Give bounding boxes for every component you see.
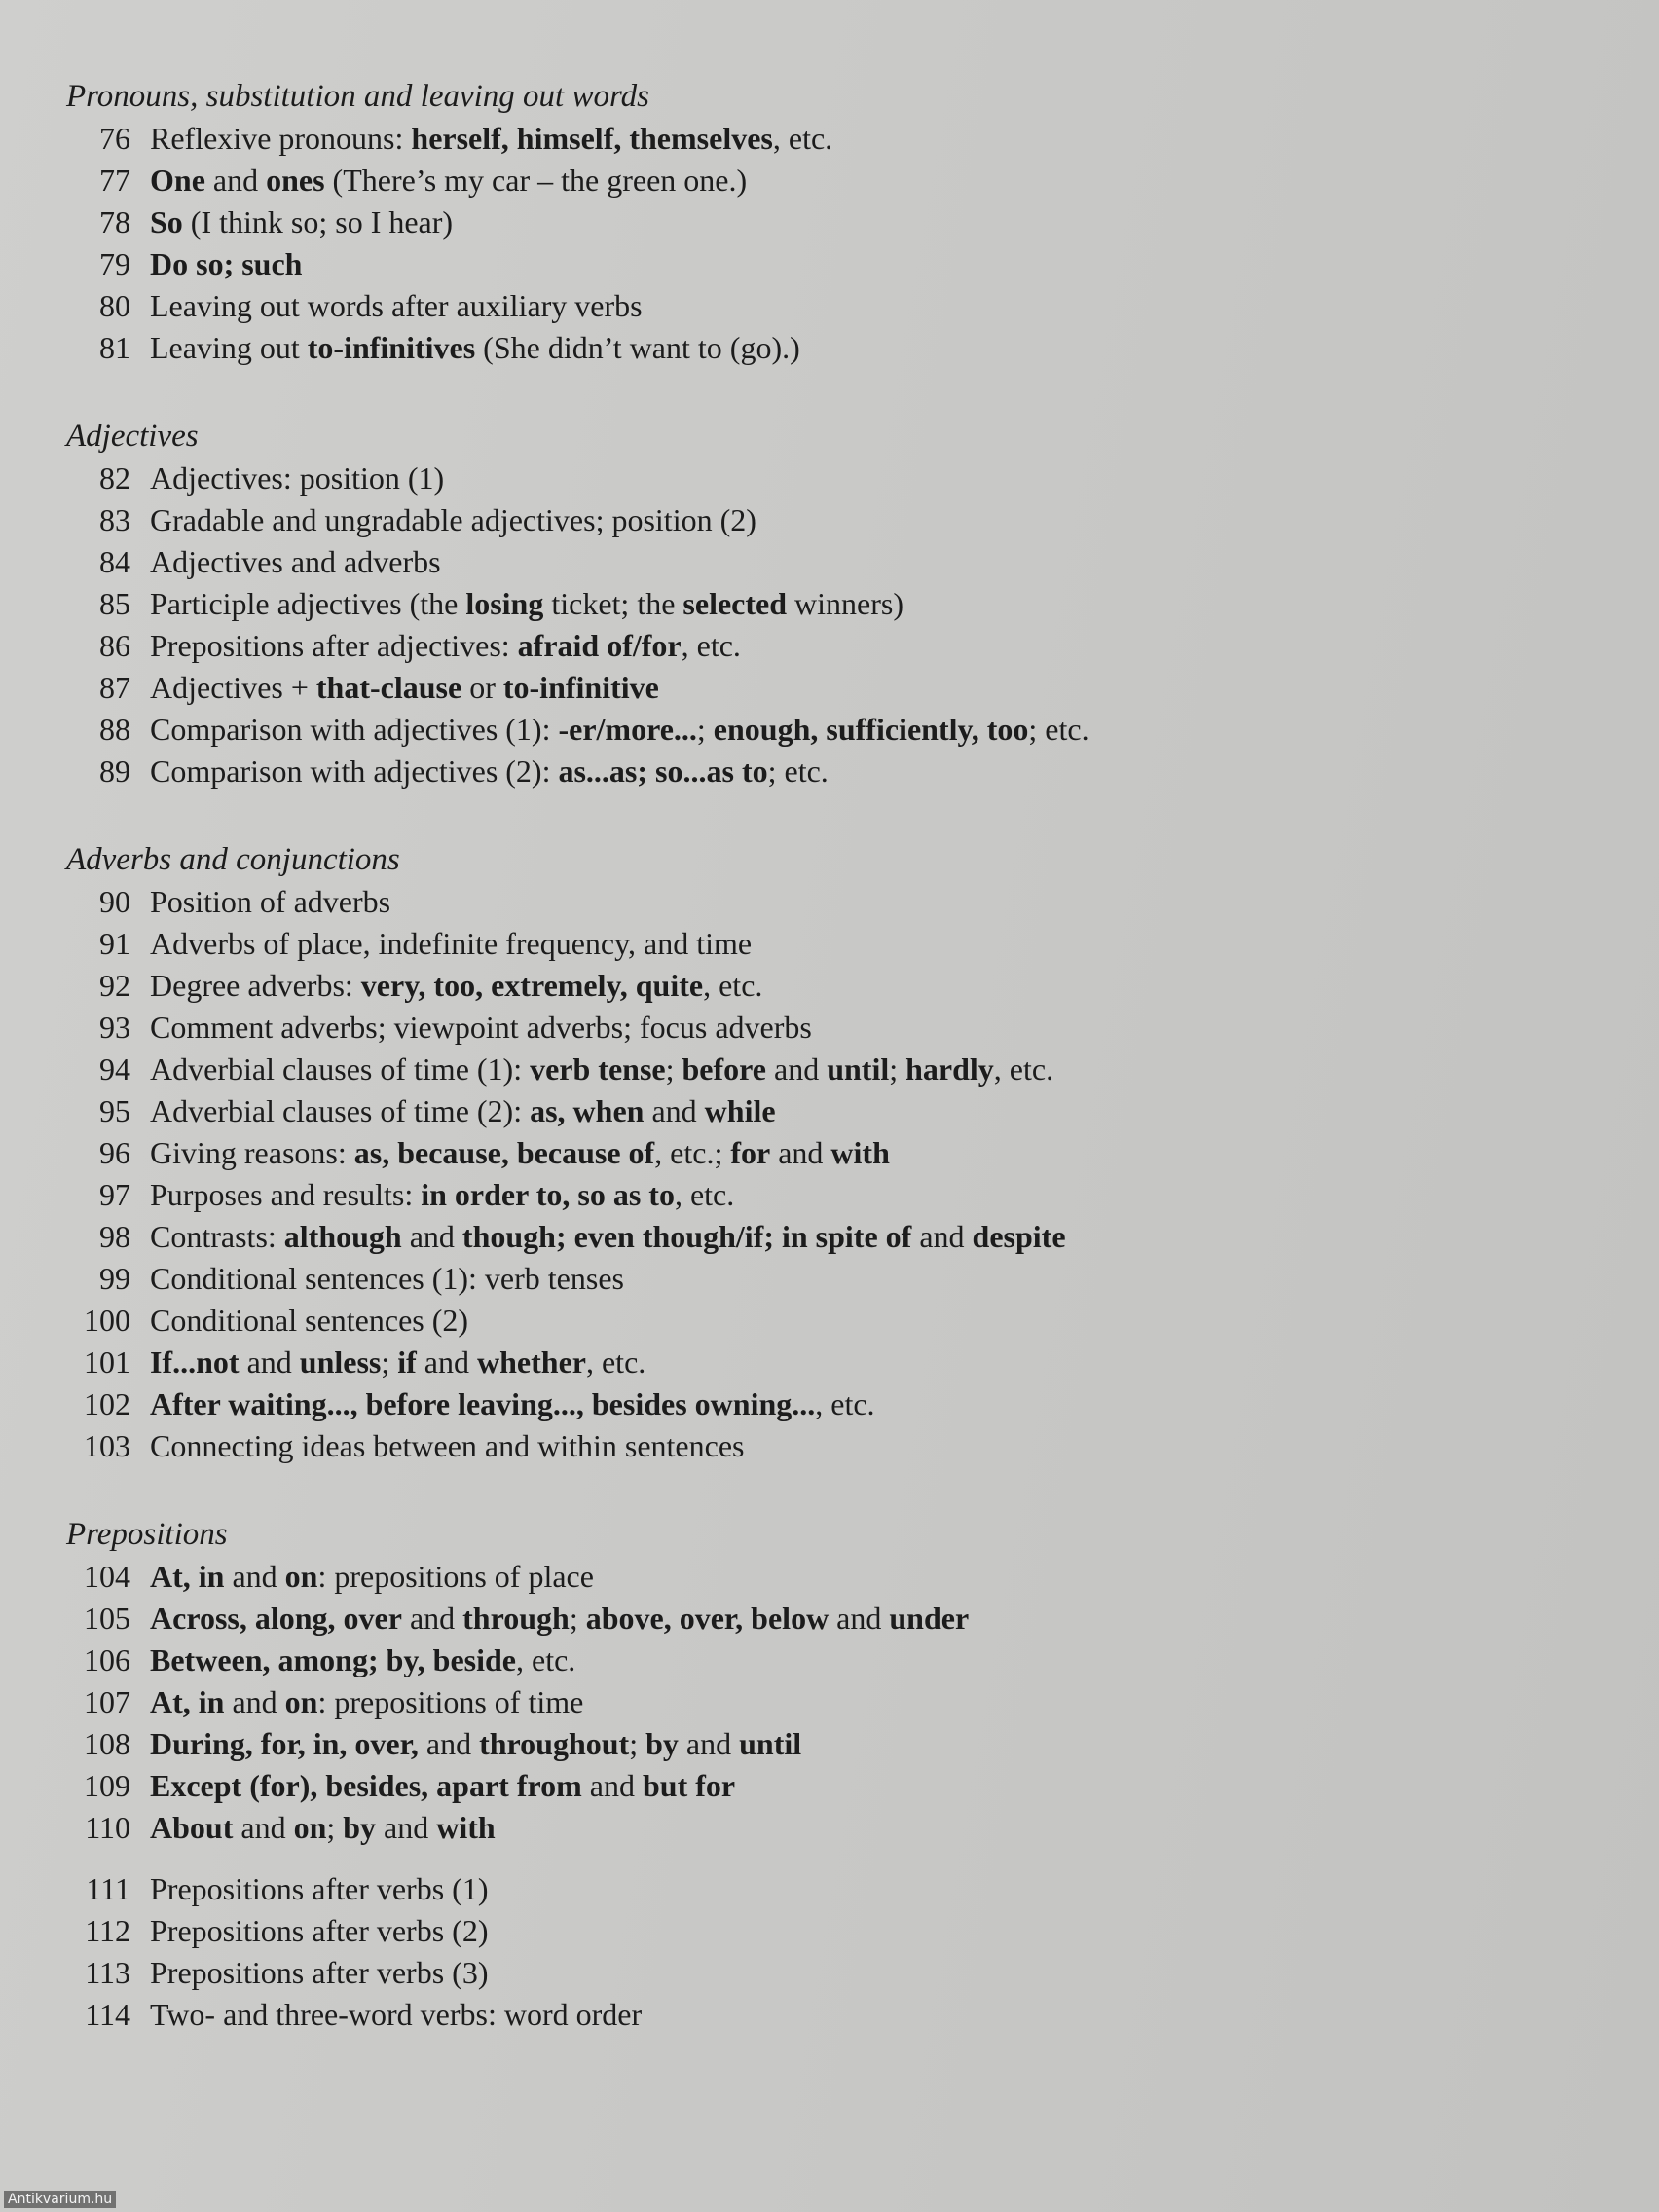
unit-title [150, 458, 444, 499]
bold-text: Between, among; by, beside [150, 1642, 516, 1677]
bold-text: if [397, 1345, 417, 1380]
contents-entry [66, 1598, 1585, 1640]
contents-entry [66, 1007, 1585, 1049]
contents-entry [66, 243, 1585, 285]
plain-text: , etc.; [654, 1135, 731, 1170]
unit-number: 85 [99, 586, 130, 621]
plain-text: and [401, 1219, 462, 1254]
bold-text: whether [477, 1345, 586, 1380]
plain-text: Prepositions after adjectives: [150, 628, 518, 663]
plain-text: and [401, 1601, 463, 1636]
unit-title [150, 583, 903, 625]
contents-entry [66, 1300, 1585, 1342]
contents-entry [66, 1132, 1585, 1174]
plain-text: Participle adjectives (the [150, 586, 466, 621]
unit-number: 98 [99, 1219, 130, 1254]
unit-number: 102 [84, 1386, 130, 1421]
bold-text: until [827, 1051, 890, 1087]
plain-text: ; etc. [1028, 712, 1089, 747]
bold-text: despite [972, 1219, 1066, 1254]
bold-text: with [830, 1135, 890, 1170]
contents-entry [66, 1049, 1585, 1090]
bold-text: losing [465, 586, 544, 621]
contents-entry [66, 1556, 1585, 1598]
bold-text: throughout [479, 1726, 630, 1761]
contents-entry [66, 160, 1585, 202]
plain-text: Contrasts: [150, 1219, 284, 1254]
plain-text: Prepositions after verbs (1) [150, 1871, 489, 1906]
bold-text: in order to, so as to [421, 1177, 675, 1212]
unit-title [150, 243, 302, 285]
contents-entry [66, 881, 1585, 923]
bold-text: on [293, 1810, 327, 1845]
unit-title [150, 881, 390, 923]
contents-entry [66, 285, 1585, 327]
contents-entry [66, 1425, 1585, 1467]
plain-text: ticket; the [543, 586, 683, 621]
section-title: Pronouns, substitution and leaving out words [66, 79, 649, 114]
bold-text: to-infinitives [307, 330, 476, 365]
unit-number: 107 [84, 1684, 130, 1719]
plain-text: (She didn’t want to (go).) [475, 330, 800, 365]
contents-entry [66, 667, 1585, 709]
contents-entry [66, 202, 1585, 243]
unit-title [150, 1556, 594, 1598]
unit-title [150, 751, 829, 793]
plain-text: (I think so; so I hear) [182, 204, 454, 240]
contents-entry [66, 118, 1585, 160]
plain-text: , etc. [585, 1345, 646, 1380]
contents-entry [66, 923, 1585, 965]
unit-title [150, 1216, 1066, 1258]
contents-entry [66, 625, 1585, 667]
unit-title [150, 1174, 734, 1216]
section-title: Prepositions [66, 1517, 228, 1552]
unit-number: 83 [99, 502, 130, 537]
unit-title [150, 1598, 969, 1640]
unit-title [150, 1342, 645, 1383]
plain-text: and [233, 1810, 294, 1845]
bold-text: very, too, extremely, quite [360, 968, 704, 1003]
unit-title [150, 541, 441, 583]
contents-page [66, 76, 1585, 2083]
unit-number: 110 [85, 1810, 130, 1845]
contents-section [66, 416, 1585, 793]
bold-text: Except (for), besides, apart from [150, 1768, 582, 1803]
unit-number: 95 [99, 1093, 130, 1128]
bold-text: that-clause [315, 670, 462, 705]
unit-title [150, 1049, 1053, 1090]
unit-title [150, 1640, 575, 1681]
plain-text: ; [696, 712, 714, 747]
bold-text: So [150, 204, 183, 240]
bold-text: At, in [150, 1684, 225, 1719]
bold-text: afraid of/for [517, 628, 682, 663]
unit-title [150, 285, 643, 327]
bold-text: unless [299, 1345, 382, 1380]
unit-title [150, 965, 762, 1007]
unit-number: 92 [99, 968, 130, 1003]
plain-text: Leaving out words after auxiliary verbs [150, 288, 643, 323]
unit-number: 77 [99, 163, 130, 198]
bold-text: on [284, 1684, 318, 1719]
plain-text: Prepositions after verbs (2) [150, 1913, 489, 1948]
plain-text: ; [569, 1601, 586, 1636]
section-title: Adverbs and conjunctions [66, 842, 400, 877]
unit-number: 99 [99, 1261, 130, 1296]
unit-title [150, 499, 756, 541]
bold-text: During, for, in, over, [150, 1726, 419, 1761]
unit-title [150, 160, 747, 202]
bold-text: though; even though/if; in spite of [461, 1219, 912, 1254]
unit-title [150, 1994, 642, 2036]
bold-text: by [645, 1726, 679, 1761]
unit-title [150, 1681, 583, 1723]
contents-entry [66, 1090, 1585, 1132]
contents-section [66, 839, 1585, 1467]
unit-number: 113 [85, 1955, 130, 1990]
section-title: Adjectives [66, 419, 199, 454]
bold-text: through [462, 1601, 570, 1636]
unit-title [150, 1090, 776, 1132]
bold-text: At, in [150, 1559, 225, 1594]
plain-text: , etc. [772, 121, 833, 156]
contents-section [66, 76, 1585, 369]
unit-title [150, 327, 800, 369]
entry-gap [66, 1849, 1585, 1868]
plain-text: and [224, 1559, 285, 1594]
plain-text: and [239, 1345, 300, 1380]
plain-text: and [418, 1726, 480, 1761]
contents-entry [66, 327, 1585, 369]
plain-text: and [581, 1768, 643, 1803]
plain-text: , etc. [815, 1386, 875, 1421]
bold-text: on [284, 1559, 318, 1594]
plain-text: Adjectives and adverbs [150, 544, 441, 579]
bold-text: to-infinitive [502, 670, 659, 705]
unit-title [150, 202, 453, 243]
bold-text: before [682, 1051, 766, 1087]
unit-number: 97 [99, 1177, 130, 1212]
plain-text: , etc. [993, 1051, 1054, 1087]
bold-text: One [150, 163, 205, 198]
plain-text: and [644, 1093, 705, 1128]
plain-text: (There’s my car – the green one.) [324, 163, 748, 198]
unit-number: 79 [99, 246, 130, 281]
unit-number: 81 [99, 330, 130, 365]
bold-text: as, when [530, 1093, 645, 1128]
contents-entry [66, 1868, 1585, 1910]
contents-entry [66, 1342, 1585, 1383]
contents-entry [66, 1258, 1585, 1300]
bold-text: but for [642, 1768, 736, 1803]
plain-text: Position of adverbs [150, 884, 391, 919]
bold-text: hardly [905, 1051, 994, 1087]
unit-number: 94 [99, 1051, 130, 1087]
unit-title [150, 1807, 496, 1849]
unit-title [150, 1868, 488, 1910]
bold-text: with [436, 1810, 496, 1845]
plain-text: Adjectives: position (1) [150, 461, 445, 496]
bold-text: selected [682, 586, 788, 621]
plain-text: and [829, 1601, 890, 1636]
bold-text: enough, sufficiently, too [713, 712, 1029, 747]
bold-text: as, because, because of [353, 1135, 655, 1170]
unit-number: 86 [99, 628, 130, 663]
contents-entry [66, 1723, 1585, 1765]
plain-text: , etc. [674, 1177, 735, 1212]
contents-entry [66, 709, 1585, 751]
unit-title [150, 625, 741, 667]
bold-text: by [343, 1810, 377, 1845]
plain-text: Gradable and ungradable adjectives; position (2) [150, 502, 756, 537]
unit-title [150, 1300, 468, 1342]
plain-text: Comment adverbs; viewpoint adverbs; focus adverbs [150, 1010, 812, 1045]
unit-number: 87 [99, 670, 130, 705]
plain-text: ; [629, 1726, 646, 1761]
unit-number: 108 [84, 1726, 130, 1761]
plain-text: Leaving out [150, 330, 308, 365]
unit-number: 96 [99, 1135, 130, 1170]
plain-text: Adjectives + [150, 670, 316, 705]
plain-text: , etc. [703, 968, 763, 1003]
bold-text: under [889, 1601, 970, 1636]
plain-text: Reflexive pronouns: [150, 121, 412, 156]
unit-number: 114 [85, 1997, 130, 2032]
unit-title [150, 1765, 735, 1807]
contents-entry [66, 1910, 1585, 1952]
plain-text: Connecting ideas between and within sentences [150, 1428, 745, 1463]
unit-number: 101 [84, 1345, 130, 1380]
contents-entry [66, 1765, 1585, 1807]
bold-text: until [739, 1726, 802, 1761]
plain-text: and [224, 1684, 285, 1719]
unit-title [150, 923, 752, 965]
unit-number: 88 [99, 712, 130, 747]
plain-text: Conditional sentences (1): verb tenses [150, 1261, 624, 1296]
plain-text: and [376, 1810, 437, 1845]
plain-text: and [416, 1345, 477, 1380]
unit-title [150, 1383, 875, 1425]
unit-title [150, 709, 1089, 751]
bold-text: Do so; such [150, 246, 303, 281]
contents-entry [66, 1383, 1585, 1425]
bold-text: herself, himself, themselves [411, 121, 773, 156]
plain-text: Degree adverbs: [150, 968, 361, 1003]
contents-entry [66, 1640, 1585, 1681]
unit-number: 109 [84, 1768, 130, 1803]
contents-entry [66, 965, 1585, 1007]
plain-text: : prepositions of place [317, 1559, 594, 1594]
contents-entry [66, 499, 1585, 541]
plain-text: and [204, 163, 267, 198]
unit-title [150, 1910, 488, 1952]
unit-number: 106 [84, 1642, 130, 1677]
unit-number: 90 [99, 884, 130, 919]
plain-text: and [678, 1726, 740, 1761]
bold-text: Across, along, over [150, 1601, 402, 1636]
unit-number: 104 [84, 1559, 130, 1594]
plain-text: Adverbial clauses of time (1): [150, 1051, 531, 1087]
unit-number: 80 [99, 288, 130, 323]
unit-number: 112 [85, 1913, 130, 1948]
unit-number: 84 [99, 544, 130, 579]
contents-entry [66, 1994, 1585, 2036]
plain-text: and [765, 1051, 828, 1087]
plain-text: or [461, 670, 503, 705]
contents-entry [66, 583, 1585, 625]
plain-text: winners) [787, 586, 903, 621]
bold-text: although [283, 1219, 402, 1254]
bold-text: verb tense [530, 1051, 666, 1087]
plain-text: Giving reasons: [150, 1135, 354, 1170]
plain-text: , etc. [681, 628, 741, 663]
watermark-text: Antikvarium.hu [4, 2191, 116, 2208]
contents-entry [66, 1681, 1585, 1723]
plain-text: Conditional sentences (2) [150, 1303, 469, 1338]
unit-number: 105 [84, 1601, 130, 1636]
plain-text: : prepositions of time [317, 1684, 584, 1719]
plain-text: and [911, 1219, 973, 1254]
bold-text: -er/more... [558, 712, 697, 747]
unit-title [150, 1007, 812, 1049]
plain-text: Adverbs of place, indefinite frequency, and time [150, 926, 753, 961]
plain-text: ; [326, 1810, 344, 1845]
unit-number: 91 [99, 926, 130, 961]
contents-entry [66, 1952, 1585, 1994]
bold-text: If...not [150, 1345, 240, 1380]
contents-entry [66, 751, 1585, 793]
unit-number: 100 [84, 1303, 130, 1338]
plain-text: Purposes and results: [150, 1177, 422, 1212]
contents-entry [66, 1174, 1585, 1216]
unit-title [150, 1425, 744, 1467]
plain-text: , etc. [516, 1642, 576, 1677]
bold-text: ones [266, 163, 325, 198]
plain-text: Comparison with adjectives (1): [150, 712, 559, 747]
unit-number: 82 [99, 461, 130, 496]
bold-text: for [730, 1135, 771, 1170]
unit-number: 89 [99, 754, 130, 789]
unit-title [150, 667, 659, 709]
plain-text: ; [381, 1345, 398, 1380]
unit-number: 103 [84, 1428, 130, 1463]
unit-title [150, 1132, 890, 1174]
contents-entry [66, 541, 1585, 583]
unit-title [150, 1258, 624, 1300]
unit-title [150, 1952, 488, 1994]
contents-entry [66, 1216, 1585, 1258]
plain-text: Prepositions after verbs (3) [150, 1955, 489, 1990]
bold-text: About [150, 1810, 234, 1845]
contents-entry [66, 458, 1585, 499]
plain-text: Adverbial clauses of time (2): [150, 1093, 531, 1128]
bold-text: as...as; so...as to [558, 754, 768, 789]
plain-text: ; [889, 1051, 906, 1087]
unit-number: 93 [99, 1010, 130, 1045]
bold-text: above, over, below [585, 1601, 830, 1636]
bold-text: After waiting..., before leaving..., besides owning... [150, 1386, 816, 1421]
plain-text: Comparison with adjectives (2): [150, 754, 559, 789]
plain-text: ; [665, 1051, 682, 1087]
plain-text: ; etc. [767, 754, 829, 789]
bold-text: while [704, 1093, 776, 1128]
plain-text: Two- and three-word verbs: word order [150, 1997, 643, 2032]
contents-entry [66, 1807, 1585, 1849]
plain-text: and [770, 1135, 831, 1170]
unit-title [150, 1723, 801, 1765]
unit-title [150, 118, 832, 160]
unit-number: 76 [99, 121, 130, 156]
unit-number: 78 [99, 204, 130, 240]
contents-section [66, 1514, 1585, 2036]
unit-number: 111 [86, 1871, 130, 1906]
